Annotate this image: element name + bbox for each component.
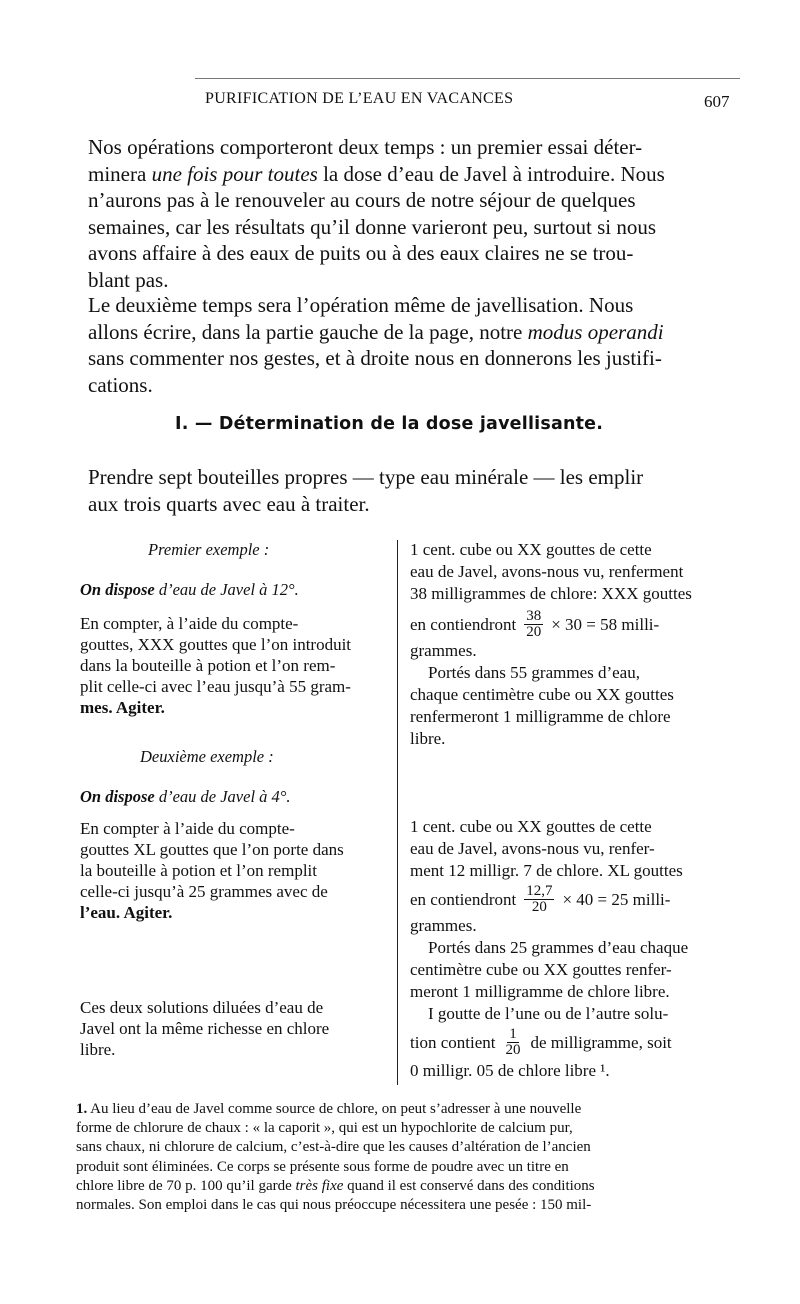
footnote-line: produit sont éliminées. Ce corps se présente sous forme de poudre avec un titre en <box>76 1158 569 1175</box>
column-divider <box>397 540 398 1085</box>
r2b-line: Portés dans 25 grammes d’eau chaque <box>428 938 689 957</box>
section-title: I. — Détermination de la dose javellisante. <box>175 414 604 434</box>
r1-line: eau de Javel, avons-nous vu, renferment <box>410 562 684 581</box>
paragraph-2 <box>88 292 738 398</box>
r1b-line: libre. <box>410 729 446 748</box>
example-2-body <box>80 818 386 923</box>
ex1-line: En compter, à l’aide du compte- <box>80 614 299 633</box>
p1-text: minera <box>88 161 152 186</box>
ex2-line: En compter à l’aide du compte- <box>80 819 295 838</box>
r2-line: grammes. <box>410 916 477 935</box>
ex2-line: gouttes XL gouttes que l’on porte dans <box>80 840 344 859</box>
ex2-line: la bouteille à potion et l’on remplit <box>80 861 317 880</box>
p1-line: avons affaire à des eaux de puits ou à des eaux claires ne se trou- <box>88 241 634 265</box>
frac-suffix: × 40 = 25 milli- <box>562 889 671 909</box>
example-2-title: Deuxième exemple : <box>140 747 274 766</box>
numerator: 12,7 <box>526 883 553 899</box>
r1b-line: renfermeront 1 milligramme de chlore <box>410 707 671 726</box>
fraction <box>524 609 543 640</box>
frac-suffix: × 30 = 58 milli- <box>551 614 660 634</box>
ex2-line: l’eau. Agiter. <box>80 903 173 922</box>
footnote-label: 1. <box>76 1101 88 1117</box>
frac-prefix: en contiendront <box>410 614 517 634</box>
footnote-text: chlore libre de 70 p. 100 qu’il garde <box>76 1177 296 1194</box>
running-head: PURIFICATION DE L’EAU EN VACANCES <box>205 90 514 107</box>
p2-line: sans commenter nos gestes, et à droite nous en donnerons les justifi- <box>88 346 662 370</box>
denominator: 20 <box>505 1042 521 1058</box>
r1b-line: Portés dans 55 grammes d’eau, <box>428 663 640 682</box>
footnote-text: quand il est conservé dans des conditions <box>343 1177 595 1194</box>
r2-line: 1 cent. cube ou XX gouttes de cette <box>410 817 652 836</box>
p2-line: Le deuxième temps sera l’opération même de javellisation. Nous <box>88 293 634 317</box>
numerator: 38 <box>526 608 542 624</box>
r2b-line: meront 1 milligramme de chlore libre. <box>410 982 670 1001</box>
p1-line: semaines, car les résultats qu’il donne varieront peu, surtout si nous <box>88 214 657 239</box>
dispose-label: On dispose <box>80 580 155 599</box>
ex1-line: mes. Agiter. <box>80 698 165 717</box>
ex2-line: celle-ci jusqu’à 25 grammes avec de <box>80 882 328 901</box>
fraction <box>503 1027 522 1058</box>
header-rule <box>195 78 740 79</box>
footnote <box>76 1100 736 1215</box>
example-2-dispose <box>80 787 291 807</box>
p3-line: aux trois quarts avec eau à traiter. <box>88 491 370 516</box>
dispose-text: d’eau de Javel à 12°. <box>154 580 299 599</box>
conclusion-line: Ces deux solutions diluées d’eau de <box>80 998 324 1017</box>
footnote-line: forme de chlorure de chaux : « la caporit », qui est un hypochlorite de calcium pur, <box>76 1120 573 1137</box>
p3-line: Prendre sept bouteilles propres — type eau minérale — les emplir <box>88 465 644 489</box>
denominator: 20 <box>526 624 542 640</box>
p1-line: blant pas. <box>88 267 169 292</box>
frac-prefix: en contiendront <box>410 889 517 909</box>
p2-italic: modus operandi <box>527 319 664 344</box>
p1-line <box>88 161 738 188</box>
dispose-label: On dispose <box>80 787 155 806</box>
r1b-line: chaque centimètre cube ou XX gouttes <box>410 685 674 704</box>
fraction-line <box>410 1027 736 1058</box>
r1-line: grammes. <box>410 641 477 660</box>
ex1-line: plit celle-ci avec l’eau jusqu’à 55 gram- <box>80 677 351 696</box>
paragraph-1 <box>88 134 738 293</box>
r2-line: ment 12 milligr. 7 de chlore. XL gouttes <box>410 861 683 880</box>
numerator: 1 <box>509 1026 517 1042</box>
fraction-line <box>410 884 736 915</box>
r1-line: 1 cent. cube ou XX gouttes de cette <box>410 540 652 559</box>
p1-text: la dose d’eau de Javel à introduire. Nous <box>317 161 665 186</box>
footnote-italic: très fixe <box>295 1177 344 1194</box>
p2-line: cations. <box>88 372 153 397</box>
conclusion-line: Javel ont la même richesse en chlore <box>80 1019 330 1038</box>
example-1-title: Premier exemple : <box>148 540 270 559</box>
example-1-dispose <box>80 580 299 600</box>
r3-line: 0 milligr. 05 de chlore libre ¹. <box>410 1061 610 1080</box>
footnote-text: Au lieu d’eau de Javel comme source de chlore, on peut s’adresser à une nouvelle <box>87 1101 582 1117</box>
footnote-line: sans chaux, ni chlorure de calcium, c’est-à-dire que les causes d’altération de l’ancien <box>76 1139 591 1156</box>
example-1-body <box>80 613 386 718</box>
footnote-line: normales. Son emploi dans le cas qui nous préoccupe nécessitera une pesée : 150 mil- <box>76 1197 592 1214</box>
conclusion <box>80 997 386 1060</box>
footnote-line <box>76 1177 736 1196</box>
p1-line: Nos opérations comporteront deux temps : un premier essai déter- <box>88 135 643 159</box>
p1-line: n’aurons pas à le renouveler au cours de notre séjour de quelques <box>88 188 636 212</box>
r2b-line: I goutte de l’une ou de l’autre solu- <box>428 1004 669 1023</box>
ex1-line: gouttes, XXX gouttes que l’on introduit <box>80 635 352 654</box>
frac-suffix: de milligramme, soit <box>530 1032 672 1052</box>
denominator: 20 <box>531 899 547 915</box>
p2-text: allons écrire, dans la partie gauche de la page, notre <box>88 319 528 344</box>
right-note-1 <box>410 539 736 750</box>
r1-line: 38 milligrammes de chlore: XXX gouttes <box>410 584 692 603</box>
p2-line <box>88 319 738 346</box>
fraction <box>524 884 554 915</box>
r2-line: eau de Javel, avons-nous vu, renfer- <box>410 839 655 858</box>
ex1-line: dans la bouteille à potion et l’on rem- <box>80 656 336 675</box>
fraction-line <box>410 609 736 640</box>
footnote-line <box>76 1100 736 1119</box>
page-number: 607 <box>704 92 730 111</box>
r2b-line: centimètre cube ou XX gouttes renfer- <box>410 960 672 979</box>
right-note-2 <box>410 816 736 1082</box>
dispose-text: d’eau de Javel à 4°. <box>154 787 291 806</box>
p1-italic: une fois pour toutes <box>151 161 318 186</box>
conclusion-line: libre. <box>80 1040 116 1059</box>
paragraph-3 <box>88 464 738 517</box>
frac-prefix: tion contient <box>410 1032 496 1052</box>
